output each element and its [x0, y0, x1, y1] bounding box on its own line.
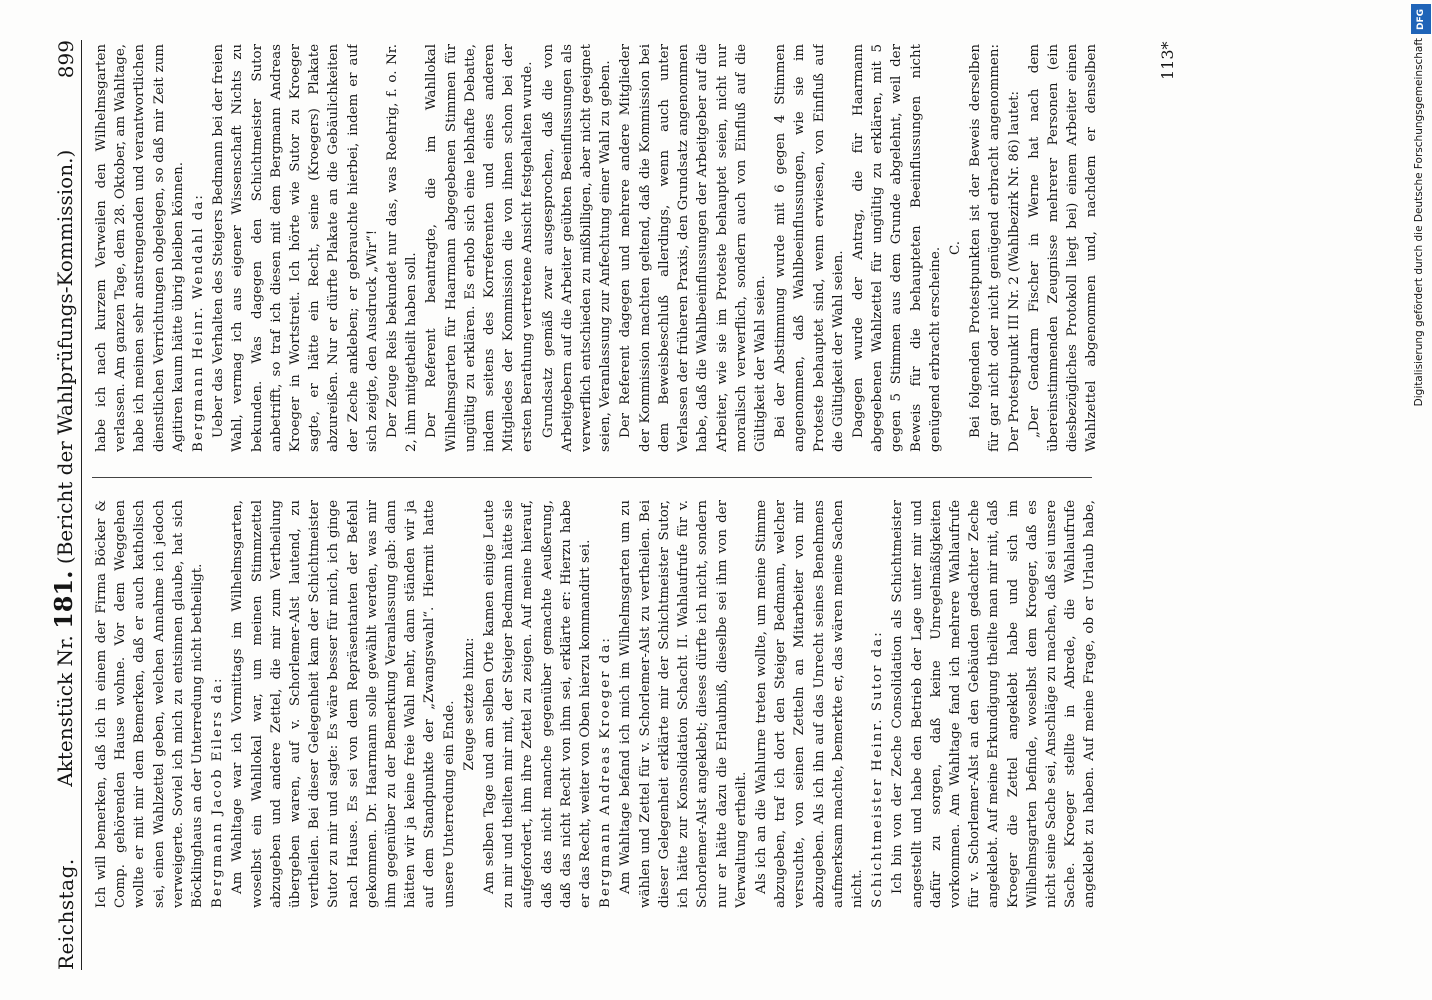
witness-heading: [208, 500, 227, 908]
witness-name: Bergmann Andreas Kroeger da:: [598, 636, 614, 908]
paragraph: „Der Gendarm Fischer in Werne hat nach dem übereinstimmenden Zeugnisse mehrerer Personen (ein diesbezügliches Protokoll liegt bei) einem Arbeiter einen Wahlzettel abgenommen und, nachdem er denselben: [1026, 44, 1100, 452]
paragraph: Ueber das Verhalten des Steigers Bedmann bei der freien Wahl, vermag ich aus eigener Wissenschaft Nichts zu bekunden. Was dagegen den Schichtmeister Sutor anbetrifft, so traf ich diesen mit dem Bergmann Andreas Kroeger in Wortstreit. Ich hörte wie Sutor zu Kroeger sagte, er hätte ein Recht, seine (Kroegers) Plakate abzureißen. Nur er dürfte Plakate an die Gebäulichkeiten der Zeche ankleben; er gebrauchte hierbei, indem er auf sich zeigte, den Ausdruck „Wir“!: [211, 44, 380, 452]
paragraph: Ich bin von der Zeche Consolidation als Schichtmeister angestellt und habe den Betrieb der Lage unter mir und dafür zu sorgen, daß keine Unregelmäßigkeiten vorkommen. Am Wahltage fand ich mehrere Wahlaufrufe für v. Schorlemer-Alst an den Gebäuden gedachter Zeche angeklebt. Auf meine Erkundigung theilte man mir mit, daß Kroeger die Zettel angeklebt habe und sich im Wilhelmsgarten befinde, woselbst dem Kroeger, daß es nicht seine Sache sei, Anschläge zu machen, daß sei unsere Sache. Kroeger stellte in Abrede, die Wahlaufrufe angeklebt zu haben. Auf meine Frage, ob er Urlaub habe,: [890, 500, 1098, 908]
column-left: [92, 500, 1102, 908]
witness-heading: [596, 500, 615, 908]
paragraph: Am Wahltage war ich Vormittags im Wilhelmsgarten, woselbst ein Wahllokal war, um meinen Stimmzettel abzugeben und andere Zettel, die mir zum Vertheilung übergeben waren, auf v. Schorlemer-Alst lautend, zu vertheilen. Bei dieser Gelegenheit kam der Schichtmeister Sutor zu mir und sagte: Es wäre besser für mich, ich ginge nach Hause. Es sei von dem Repräsentanten der Befehl gekommen. Dr. Haarmann solle gewählt werden, was mir ihm gegenüber zu der Bemerkung Veranlassung gab: dann hätten wir ja keine freie Wahl mehr, dann ständen wir ja auf dem Standpunkte der „Zwangswahl“. Hiermit hatte unsere Unterredung ein Ende.: [230, 500, 457, 908]
page-header: [46, 40, 82, 970]
page-number: 899: [54, 40, 78, 79]
dfg-stamp: [1410, 0, 1432, 1000]
paragraph: Zeuge setzte hinzu:: [461, 637, 477, 771]
paragraph: Ich will bemerken, daß ich in einem der Firma Böcker & Comp. gehörenden Hause wohne. Vor dem Weggehen wollte er mit mir dem Bemerken, daß er auch katholisch sei, einen Wahlzettel geben, welchen Annahme ich jedoch verweigerte. Soviel ich mich zu entsinnen glaube, hat sich Böcklinghaus an der Unterredung nicht betheiligt.: [94, 500, 206, 908]
header-doc-prefix: Aktenstück Nr.: [53, 635, 77, 787]
section-letter: C.: [947, 240, 963, 256]
paragraph: Grundsatz gemäß zwar ausgesprochen, daß die von Arbeitgebern auf die Arbeiter geübten Beeinflussungen als verwerflich entschieden zu mißbilligen, aber nicht geeignet seien, Veranlassung zur Anfechtung einer Wahl zu geben.: [540, 44, 614, 452]
paragraph: Am selben Tage und am selben Orte kamen einige Leute zu mir und theilten mir mit, der Steiger Bedmann hätte sie aufgefordert, ihm ihre Zettel zu zeigen. Auf meine hierauf, daß das nicht manche gegenüber gemachte Aeußerung, daß das nicht Recht von ihm sei, erklärte er: Hierzu habe er das Recht, weiter von Oben hierzu kommandirt sei.: [482, 500, 594, 908]
signature-mark: 113*: [1158, 41, 1177, 80]
witness-heading: [868, 500, 887, 908]
column-right: [92, 44, 1102, 452]
witness-name: Schichtmeister Heinr. Sutor da:: [870, 630, 886, 908]
dfg-logo-icon: DFG: [1411, 4, 1431, 34]
witness-heading: [189, 44, 208, 452]
column-divider: [92, 477, 1092, 478]
paragraph: Am Wahltage befand ich mich im Wilhelmsgarten um zu wählen und Zettel für v. Schorlemer-Alst zu vertheilen. Bei dieser Gelegenheit erklärte mir der Schichtmeister Sutor, ich hätte zur Konsolidation Schacht II. Wahlaufrufe für v. Schorlemer-Alst angeklebt; dieses dürfte ich nicht, sondern nur er hätte dazu die Erlaubniß, dieselbe sei ihm von der Verwaltung ertheilt.: [618, 500, 749, 908]
dfg-funding-note: Digitalisierung gefördert durch die Deutsche Forschungsgemeinschaft: [1413, 38, 1425, 407]
witness-name: Bergmann Jacob Eilers da:: [210, 676, 226, 908]
header-doc-number: 181.: [49, 570, 78, 629]
paragraph: Bei folgenden Protestpunkten ist der Beweis derselben für gar nicht oder nicht genügend erbracht angenommen: Der Protestpunkt III Nr. 2 (Wahlbezirk Nr. 86) lautet:: [968, 44, 1022, 452]
paragraph: Der Referent beantragte, die im Wahllokal Wilhelmsgarten für Haarmann abgegebenen Stimmen für ungültig zu erklären. Es erhob sich eine lebhafte Debatte, indem seitens des Korreferenten und eines anderen Mitgliedes der Kommission die von ihnen schon bei der ersten Berathung vertretene Ansicht festgehalten wurde.: [424, 44, 536, 452]
header-left: Reichstag.: [54, 858, 78, 970]
witness-name: Bergmann Heinr. Wendahl da:: [191, 193, 207, 452]
paragraph: Dagegen wurde der Antrag, die für Haarmann abgegebenen Wahlzettel für ungültig zu erklären, mit 5 gegen 5 Stimmen aus dem Grunde abgelehnt, weil der Beweis für die behaupteten Beeinflussungen nicht genügend erbracht erscheine.: [850, 44, 943, 452]
header-doc-suffix: (Bericht der Wahlprüfungs-Kommission.): [53, 149, 77, 565]
paragraph: habe ich nach kurzem Verweilen den Wilhelmsgarten verlassen. Am ganzen Tage, dem 28. Oktober, am Wahltage, habe ich meinen sehr anstrengenden und verantwortlichen dienstlichen Verrichtungen obgelegen, so daß mir Zeit zum Agitiren kaum hätte übrig bleiben können.: [94, 44, 186, 452]
paragraph: Der Referent dagegen und mehrere andere Mitglieder der Kommission machten geltend, daß die Kommission bei dem Beweisbeschluß allerdings, wenn auch unter Verlassen der früheren Praxis, den Grundsatz angenommen habe, daß die Wahlbeeinflussungen der Arbeitgeber auf die Arbeiter, wie sie im Proteste behauptet seien, nicht nur moralisch verwerflich, sondern auch von Einfluß auf die Gültigkeit der Wahl seien.: [618, 44, 768, 452]
header-center: [49, 78, 78, 858]
paragraph: Bei der Abstimmung wurde mit 6 gegen 4 Stimmen angenommen, daß Wahlbeeinflussungen, wie sie im Proteste behauptet sind, wenn erwiesen, von Einfluß auf die Gültigkeit der Wahl seien.: [773, 44, 846, 452]
paragraph: Als ich an die Wahlurne treten wollte, um meine Stimme abzugeben, traf ich dort den Steiger Bedmann, welcher versuchte, von seinen Zetteln an Mitarbeiter von mir abzugeben. Als ich ihn auf das Unrecht seines Benehmens aufmerksam machte, bemerkte er, das wären meine Sachen nicht.: [753, 500, 865, 908]
paragraph: Der Zeuge Reis bekundet nur das, was Roehrig, f. o. Nr. 2, ihm mitgetheilt haben soll.: [385, 44, 420, 452]
